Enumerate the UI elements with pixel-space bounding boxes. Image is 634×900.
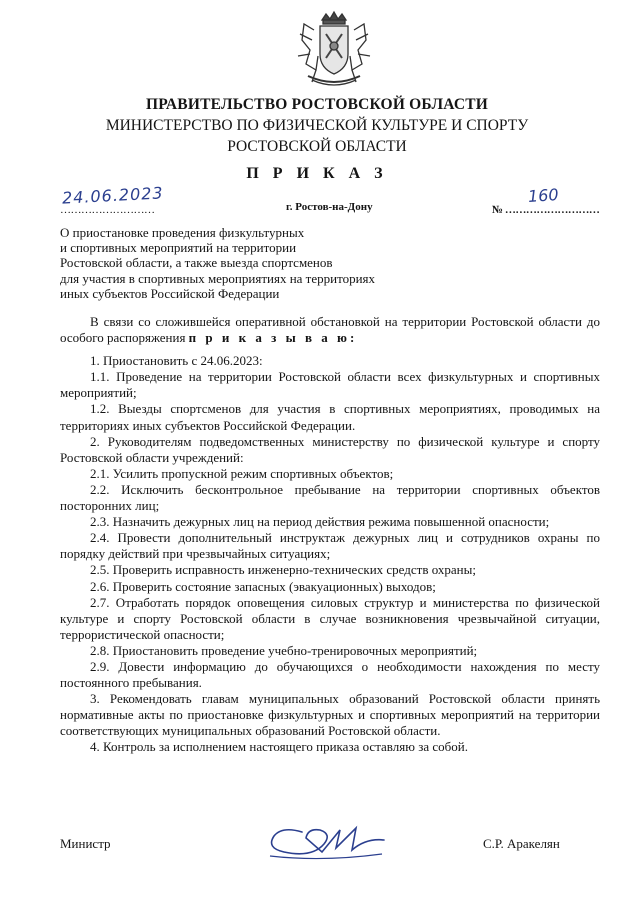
region-heading: РОСТОВСКОЙ ОБЛАСТИ — [227, 138, 407, 155]
number-dots: ……………………… — [504, 204, 600, 216]
preamble-order-word: п р и к а з ы в а ю: — [188, 330, 358, 346]
document-type-heading: П Р И К А З — [246, 165, 388, 182]
government-heading: ПРАВИТЕЛЬСТВО РОСТОВСКОЙ ОБЛАСТИ — [145, 96, 489, 113]
title-line: для участия в спортивных мероприятиях на территориях — [60, 270, 376, 286]
coat-of-arms-icon — [292, 10, 376, 94]
ministry-heading: МИНИСТЕРСТВО ПО ФИЗИЧЕСКОЙ КУЛЬТУРЕ И СПОРТУ — [105, 117, 529, 134]
number-label: № — [492, 204, 503, 216]
date-dots: ……………………… — [60, 204, 155, 216]
paragraph-2-6: 2.6. Проверить состояние запасных (эвакуационных) выходов; — [90, 578, 436, 594]
signer-role: Министр — [60, 836, 111, 851]
title-line: О приостановке проведения физкультурных — [60, 225, 305, 240]
number-line — [492, 204, 599, 216]
paragraph-1-2: 1.2. Выезды спортсменов для участия в спортивных мероприятиях, проводимых на территориях иных субъектов Российской Федерации. — [60, 401, 600, 433]
paragraph-2: 2. Руководителям подведомственных министерству по физической культуре и спорту Ростовской области учреждений: — [60, 433, 600, 465]
paragraph-4: 4. Контроль за исполнением настоящего приказа оставляю за собой. — [90, 739, 468, 755]
preamble-text: В связи со сложившейся оперативной обстановкой на территории Ростовской области до особого распоряжения — [60, 314, 600, 346]
paragraph-2-5: 2.5. Проверить исправность инженерно-технических средств охраны; — [90, 562, 476, 578]
handwritten-signature — [262, 818, 392, 864]
paragraph-3: 3. Рекомендовать главам муниципальных образований Ростовской области принять нормативные акты по приостановке физкультурных и спортивных мероприятий на территории соответствующих муниципальных образований Ростовской области. — [60, 691, 600, 739]
city-label: г. Ростов-на-Дону — [286, 201, 373, 213]
paragraph-2-7: 2.7. Отработать порядок оповещения силовых структур и министерства по физической культуре и спорту Ростовской области в случае возникновения чрезвычайной ситуации, террористической опасности; — [60, 594, 600, 642]
handwritten-date: 24.06.2023 — [61, 183, 165, 208]
title-line: Ростовской области, а также выезда спортсменов — [60, 255, 333, 271]
paragraph-2-2: 2.2. Исключить бесконтрольное пребывание на территории спортивных объектов посторонних лиц; — [60, 481, 600, 514]
paragraph-2-1: 2.1. Усилить пропускной режим спортивных объектов; — [90, 465, 394, 481]
title-line: иных субъектов Российской Федерации — [60, 285, 280, 301]
paragraph-1-1: 1.1. Проведение на территории Ростовской области всех физкультурных и спортивных мероприятий; — [60, 369, 600, 401]
handwritten-number: 160 — [527, 184, 560, 207]
signer-name: С.Р. Аракелян — [483, 836, 560, 851]
order-title — [60, 225, 460, 301]
paragraph-1: 1. Приостановить с 24.06.2023: — [90, 353, 263, 369]
paragraph-2-9: 2.9. Довести информацию до обучающихся о необходимости нахождения по месту постоянного пребывания. — [60, 658, 600, 691]
order-body — [60, 314, 600, 756]
preamble — [60, 314, 600, 346]
title-line: и спортивных мероприятий на территории — [60, 240, 297, 256]
paragraph-2-3: 2.3. Назначить дежурных лиц на период действия режима повышенной опасности; — [90, 514, 550, 530]
paragraph-2-8: 2.8. Приостановить проведение учебно-тренировочных мероприятий; — [90, 642, 478, 658]
paragraph-2-4: 2.4. Провести дополнительный инструктаж дежурных лиц и сотрудников охраны по порядку действий при чрезвычайных ситуациях; — [60, 530, 600, 562]
